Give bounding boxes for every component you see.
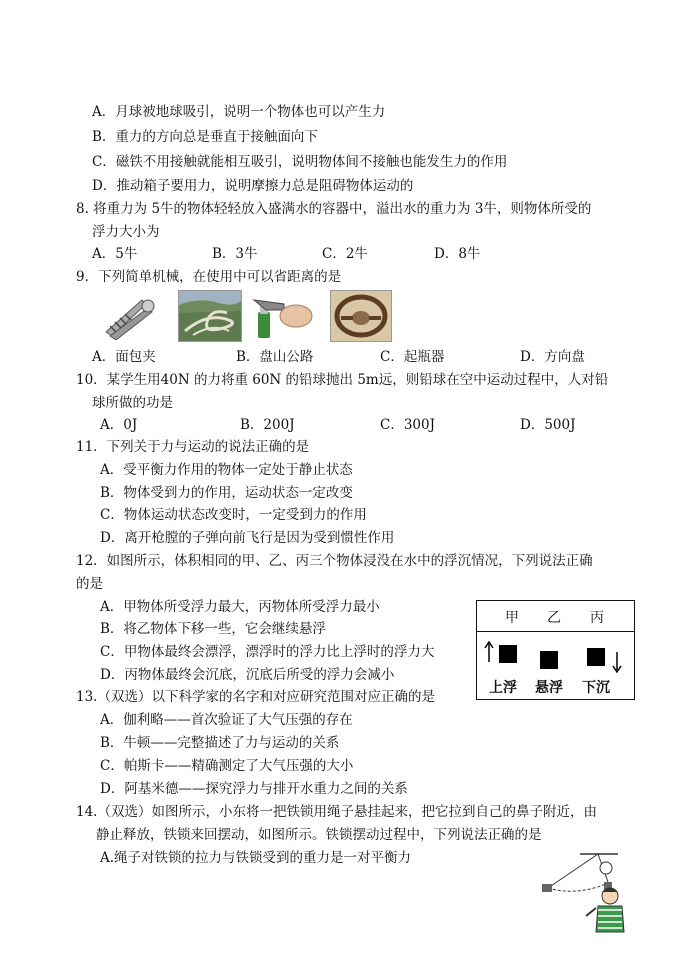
q8-stem: 8. 将重力为 5牛的物体轻轻放入盛满水的容器中，溢出水的重力为 3牛，则物体所受的 (76, 201, 592, 217)
bread-clip-image (102, 290, 162, 340)
q12-option-b: B．将乙物体下移一些，它会继续悬浮 (100, 621, 326, 637)
q9-option-b: B．盘山公路 (236, 349, 314, 365)
label-jia: 甲 (505, 610, 519, 626)
object-jia (499, 645, 517, 663)
q13-option-a: A．伽利略——首次验证了大气压强的存在 (100, 712, 353, 728)
q11-option-c: C．物体运动状态改变时，一定受到力的作用 (100, 507, 367, 523)
bottle-opener-image (250, 290, 318, 340)
label-bing: 丙 (590, 610, 604, 626)
q7-option-d: D．推动箱子要用力，说明摩擦力总是阻碍物体运动的 (92, 178, 414, 194)
down-arrow-icon (610, 651, 624, 673)
object-bing (587, 648, 605, 666)
q11-option-b: B．物体受到力的作用，运动状态一定改变 (100, 485, 353, 501)
q11-option-d: D．离开枪膛的子弹向前飞行是因为受到惯性作用 (100, 530, 395, 546)
state-suspended: 悬浮 (535, 680, 563, 696)
steering-wheel-image (330, 290, 392, 342)
q10-stem-cont: 球所做的功是 (92, 395, 173, 411)
q9-option-a: A．面包夹 (92, 349, 156, 365)
q12-stem-cont: 的是 (76, 576, 103, 592)
mountain-road-image (178, 290, 242, 342)
q14-stem-cont: 静止释放，铁锁来回摆动，如图所示。铁锁摆动过程中，下列说法正确的是 (96, 827, 542, 843)
q10-option-a: A．0J (100, 417, 138, 433)
q9-option-c: C．起瓶器 (380, 349, 445, 365)
q12-option-a: A．甲物体所受浮力最大，丙物体所受浮力最小 (100, 599, 380, 615)
buoyancy-figure (476, 600, 635, 700)
q10-option-c: C．300J (380, 417, 436, 433)
q13-option-c: C．帕斯卡——精确测定了大气压强的大小 (100, 758, 354, 774)
q12-option-d: D．丙物体最终会沉底，沉底后所受的浮力会减小 (100, 667, 395, 683)
q9-option-d: D．方向盘 (520, 349, 585, 365)
q7-option-c: C．磁铁不用接触就能相互吸引，说明物体间不接触也能发生力的作用 (92, 154, 508, 170)
q13-option-d: D．阿基米德——探究浮力与排开水重力之间的关系 (100, 781, 408, 797)
q8-option-d: D．8牛 (434, 246, 481, 262)
label-yi: 乙 (547, 610, 561, 626)
q8-option-b: B．3牛 (212, 246, 258, 262)
q10-option-d: D．500J (520, 417, 576, 433)
q8-option-c: C．2牛 (322, 246, 368, 262)
q8-option-a: A．5牛 (92, 246, 138, 262)
q13-option-b: B．牛顿——完整描述了力与运动的关系 (100, 735, 340, 751)
q11-option-a: A．受平衡力作用的物体一定处于静止状态 (100, 462, 353, 478)
q13-stem: 13.（双选）以下科学家的名字和对应研究范围对应正确的是 (76, 689, 435, 705)
q7-option-a: A．月球被地球吸引，说明一个物体也可以产生力 (92, 104, 386, 120)
state-floating-up: 上浮 (489, 680, 517, 696)
q12-stem: 12．如图所示，体积相同的甲、乙、丙三个物体浸没在水中的浮沉情况，下列说法正确 (76, 553, 593, 569)
q7-option-b: B．重力的方向总是垂直于接触面向下 (92, 129, 318, 145)
object-yi (540, 651, 558, 669)
q11-stem: 11．下列关于力与运动的说法正确的是 (76, 439, 310, 455)
q12-option-c: C．甲物体最终会漂浮，漂浮时的浮力比上浮时的浮力大 (100, 644, 435, 660)
q14-option-a: A.绳子对铁锁的拉力与铁锁受到的重力是一对平衡力 (100, 850, 412, 866)
q9-stem: 9．下列简单机械，在使用中可以省距离的是 (76, 269, 342, 285)
pendulum-lock-illustration (540, 852, 632, 934)
state-sinking: 下沉 (582, 680, 610, 696)
q10-option-b: B．200J (240, 417, 295, 433)
q14-stem: 14.（双选）如图所示，小东将一把铁锁用绳子悬挂起来，把它拉到自己的鼻子附近，由 (76, 804, 597, 820)
q10-stem: 10．某学生用40N 的力将重 60N 的铅球抛出 5m远，则铅球在空中运动过程中，人对铅 (76, 372, 609, 388)
q8-stem-cont: 浮力大小为 (92, 224, 160, 240)
up-arrow-icon (482, 641, 496, 663)
